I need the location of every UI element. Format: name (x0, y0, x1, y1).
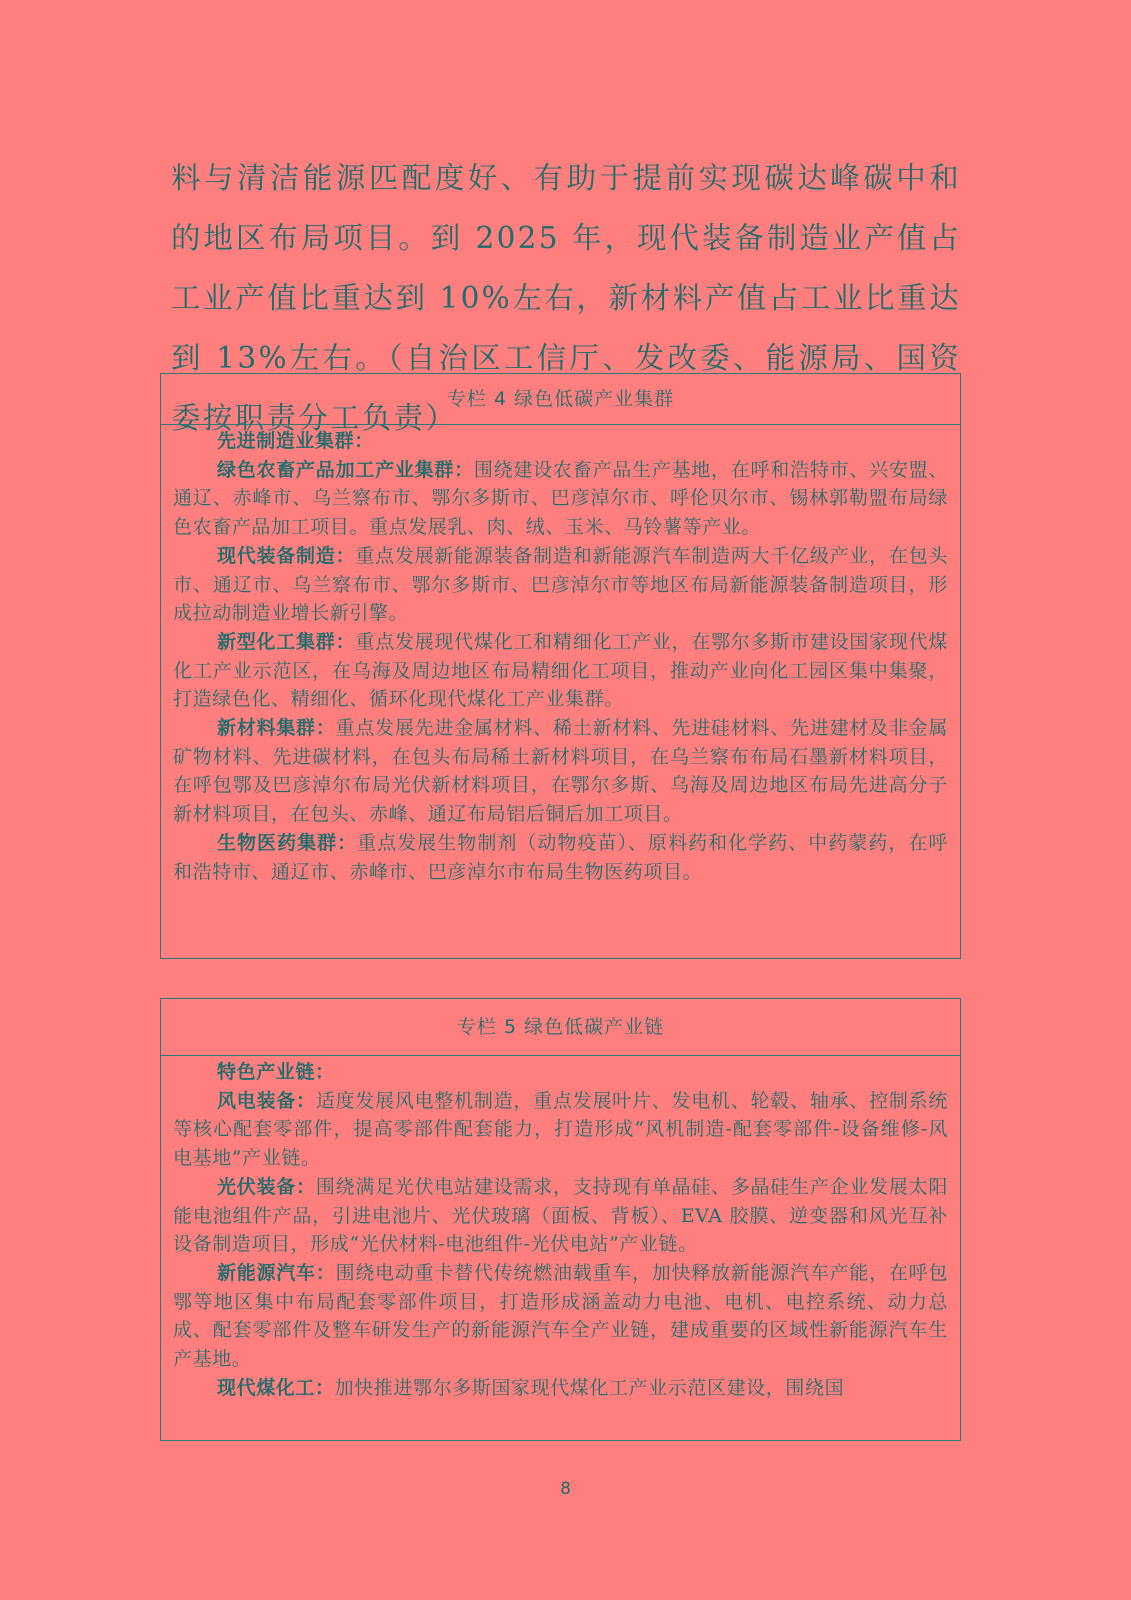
box5-item-label: 光伏装备： (217, 1175, 316, 1198)
box5-item-text: 围绕满足光伏电站建设需求，支持现有单晶硅、多晶硅生产企业发展太阳能电池组件产品，引进电池片、光伏玻璃（面板、背板）、EVA 胶膜、逆变器和风光互补设备制造项目，形成“光伏材料-电池组件-光伏电站”产业链。 (173, 1175, 948, 1256)
column-box-4 (160, 373, 961, 959)
column-box-5-title: 专栏 5 绿色低碳产业链 (161, 999, 960, 1056)
box4-item-label: 新材料集群： (217, 717, 336, 740)
box4-item-text: 重点发展新能源装备制造和新能源汽车制造两大千亿级产业，在包头市、通辽市、乌兰察布市、鄂尔多斯市、巴彦淖尔市等地区布局新能源装备制造项目，形成拉动制造业增长新引擎。 (173, 544, 948, 625)
column-box-5-body (161, 1056, 960, 1402)
box4-item-text: 围绕建设农畜产品生产基地，在呼和浩特市、兴安盟、通辽、赤峰市、乌兰察布市、鄂尔多斯市、巴彦淖尔市、呼伦贝尔市、锡林郭勒盟布局绿色农畜产品加工项目。重点发展乳、肉、绒、玉米、马铃薯等产业。 (173, 458, 948, 539)
box5-heading: 特色产业链： (217, 1061, 335, 1083)
box5-item-text: 适度发展风电整机制造，重点发展叶片、发电机、轮毂、轴承、控制系统等核心配套零部件，提高零部件配套能力，打造形成“风机制造-配套零部件-设备维修-风电基地”产业链。 (173, 1089, 948, 1170)
box4-item (173, 714, 948, 829)
page-number: 8 (560, 1479, 571, 1499)
box4-item-label: 现代装备制造： (217, 544, 356, 567)
box5-item-label: 现代煤化工： (217, 1376, 335, 1399)
box5-item-label: 新能源汽车： (217, 1261, 336, 1284)
box4-heading: 先进制造业集群： (217, 430, 374, 452)
box4-item-text: 重点发展现代煤化工和精细化工产业，在鄂尔多斯市建设国家现代煤化工产业示范区，在乌海及周边地区布局精细化工项目，推动产业向化工园区集中集聚，打造绿色化、精细化、循环化现代煤化工产业集群。 (173, 630, 948, 711)
box4-item (173, 628, 948, 714)
box5-item (173, 1087, 948, 1173)
box4-item-text: 重点发展生物制剂（动物疫苗）、原料药和化学药、中药蒙药，在呼和浩特市、通辽市、赤峰市、巴彦淖尔市布局生物医药项目。 (173, 831, 948, 883)
box5-item (173, 1259, 948, 1374)
box5-item (173, 1374, 948, 1403)
column-box-4-body (161, 425, 960, 886)
box4-item-text: 重点发展先进金属材料、稀土新材料、先进硅材料、先进建材及非金属矿物材料、先进碳材料，在包头布局稀土新材料项目，在乌兰察布布局石墨新材料项目，在呼包鄂及巴彦淖尔布局光伏新材料项目，在鄂尔多斯、乌海及周边地区布局先进高分子新材料项目，在包头、赤峰、通辽布局铝后铜后加工项目。 (173, 717, 948, 826)
box5-item-text: 加快推进鄂尔多斯国家现代煤化工产业示范区建设，围绕国 (334, 1376, 845, 1399)
box4-item-label: 生物医药集群： (217, 831, 358, 854)
box4-item (173, 829, 948, 886)
box4-item (173, 542, 948, 628)
intro-paragraph: 料与清洁能源匹配度好、有助于提前实现碳达峰碳中和的地区布局项目。到 2025 年，现代装备制造业产值占工业产值比重达到 10%左右，新材料产值占工业比重达到 13%左右。（自治区工信厅、发改委、能源局、国资委按职责分工负责） (171, 161, 961, 435)
box5-item-text: 围绕电动重卡替代传统燃油载重车，加快释放新能源汽车产能，在呼包鄂等地区集中布局配套零部件项目，打造形成涵盖动力电池、电机、电控系统、动力总成、配套零部件及整车研发生产的新能源汽车全产业链，建成重要的区域性新能源汽车生产基地。 (173, 1261, 948, 1371)
box5-item (173, 1173, 948, 1259)
box5-item-label: 风电装备： (217, 1089, 316, 1112)
box4-item-label: 绿色农畜产品加工产业集群： (217, 458, 474, 481)
column-box-4-title: 专栏 4 绿色低碳产业集群 (161, 374, 960, 425)
box4-item (173, 456, 948, 542)
column-box-5 (160, 998, 961, 1441)
box4-item-label: 新型化工集群： (217, 630, 356, 653)
